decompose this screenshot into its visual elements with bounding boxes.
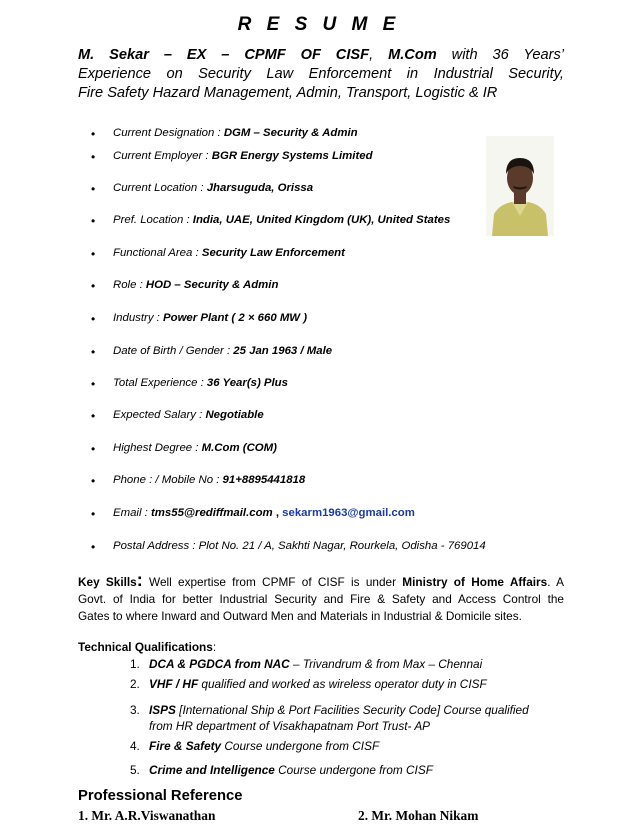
key-skills-line-1 <box>78 570 564 591</box>
item-value: 25 Jan 1963 / Male <box>233 345 333 357</box>
item-text: Course undergone from CISF <box>221 739 380 753</box>
item-label: Phone : / Mobile No : <box>113 474 223 486</box>
email-link-1[interactable]: tms55@rediffmail.com <box>150 507 273 519</box>
headline-name: M. Sekar – EX – CPMF OF CISF <box>78 47 370 63</box>
profile-photo <box>486 136 554 236</box>
item-text-line-2: from HR department of Visakhapatnam Port Trust- AP <box>149 719 431 733</box>
item-number: 2. <box>130 677 140 691</box>
item-number: 4. <box>130 739 140 753</box>
headline-line-3: Fire Safety Hazard Management, Admin, Transport, Logistic & IR <box>78 85 498 101</box>
headline-degree: M.Com <box>388 47 437 63</box>
key-skills-label: Key Skills <box>78 575 137 589</box>
item-value: M.Com (COM) <box>201 442 277 454</box>
item-value: HOD – Security & Admin <box>145 279 279 291</box>
item-label: Current Employer : <box>113 150 212 162</box>
item-value: DGM – Security & Admin <box>223 127 358 139</box>
item-label: Highest Degree : <box>113 442 202 454</box>
item-value: Jharsuguda, Orissa <box>206 182 314 194</box>
item-title: Fire & Safety <box>149 739 222 753</box>
item-title: ISPS <box>149 703 176 717</box>
key-skills-text: Well expertise from CPMF of CISF is under <box>142 575 403 589</box>
headline-line-2: Experience on Security Law Enforcement in Industrial Security, <box>78 66 564 82</box>
reference-2: 2. Mr. Mohan Nikam <box>358 808 479 823</box>
item-label: Total Experience : <box>113 377 207 389</box>
headline-line-1 <box>78 46 564 65</box>
item-text: – Trivandrum & from Max – Chennai <box>289 657 483 671</box>
technical-qualifications-heading <box>78 640 216 654</box>
item-value: Power Plant ( 2 × 660 MW ) <box>163 312 308 324</box>
headline-rest: with 36 Years’ <box>436 47 564 63</box>
item-text: Course undergone from CISF <box>274 763 433 777</box>
item-label: Email : <box>113 507 151 519</box>
key-skills <box>78 570 564 625</box>
item-value: 91+8895441818 <box>222 474 306 486</box>
item-value: 36 Year(s) Plus <box>206 377 288 389</box>
item-title: Crime and Intelligence <box>149 763 275 777</box>
item-value: India, UAE, United Kingdom (UK), United States <box>192 214 451 226</box>
headline <box>78 46 564 103</box>
item-text: qualified and worked as wireless operator duty in CISF <box>198 677 487 691</box>
item-label: Date of Birth / Gender : <box>113 345 234 357</box>
headline-sep: , <box>369 47 389 63</box>
tech-title-text: Technical Qualifications <box>78 640 213 654</box>
person-photo-icon <box>486 136 554 236</box>
item-number: 1. <box>130 657 140 671</box>
professional-reference-heading: Professional Reference <box>78 788 243 804</box>
item-label: Pref. Location : <box>113 214 193 226</box>
key-skills-line-3: Gates to where Inward and Outward Men and Materials in Industrial & Domicile sites. <box>78 609 522 623</box>
item-label: Role : <box>113 279 146 291</box>
item-number: 5. <box>130 763 140 777</box>
item-number: 3. <box>130 703 140 717</box>
email-link-2[interactable]: sekarm1963@gmail.com <box>282 507 415 519</box>
item-text: [International Ship & Port Facilities Security Code] Course qualified <box>175 703 529 717</box>
item-value: Security Law Enforcement <box>201 247 345 259</box>
item-label: Industry : <box>113 312 164 324</box>
item-label: Current Designation : <box>113 127 224 139</box>
tech-title-colon: : <box>212 640 217 654</box>
resume-title: R E S U M E <box>237 14 401 35</box>
item-label: Expected Salary : <box>113 409 206 421</box>
key-skills-text-end: . A <box>547 575 564 589</box>
item-label: Postal Address : Plot No. 21 / A, Sakhti Nagar, Rourkela, Odisha - 769014 <box>113 540 486 552</box>
email-sep: , <box>272 507 283 519</box>
item-value: BGR Energy Systems Limited <box>211 150 373 162</box>
item-label: Functional Area : <box>113 247 202 259</box>
item-title: VHF / HF <box>149 677 199 691</box>
key-skills-ministry: Ministry of Home Affairs <box>402 575 548 589</box>
item-label: Current Location : <box>113 182 207 194</box>
key-skills-colon: : <box>136 570 143 590</box>
key-skills-line-2: Govt. of India for better Industrial Security and Fire & Safety and Access Control the <box>78 592 564 606</box>
item-value: Negotiable <box>205 409 264 421</box>
item-title: DCA & PGDCA from NAC <box>149 657 290 671</box>
reference-1: 1. Mr. A.R.Viswanathan <box>78 808 216 823</box>
